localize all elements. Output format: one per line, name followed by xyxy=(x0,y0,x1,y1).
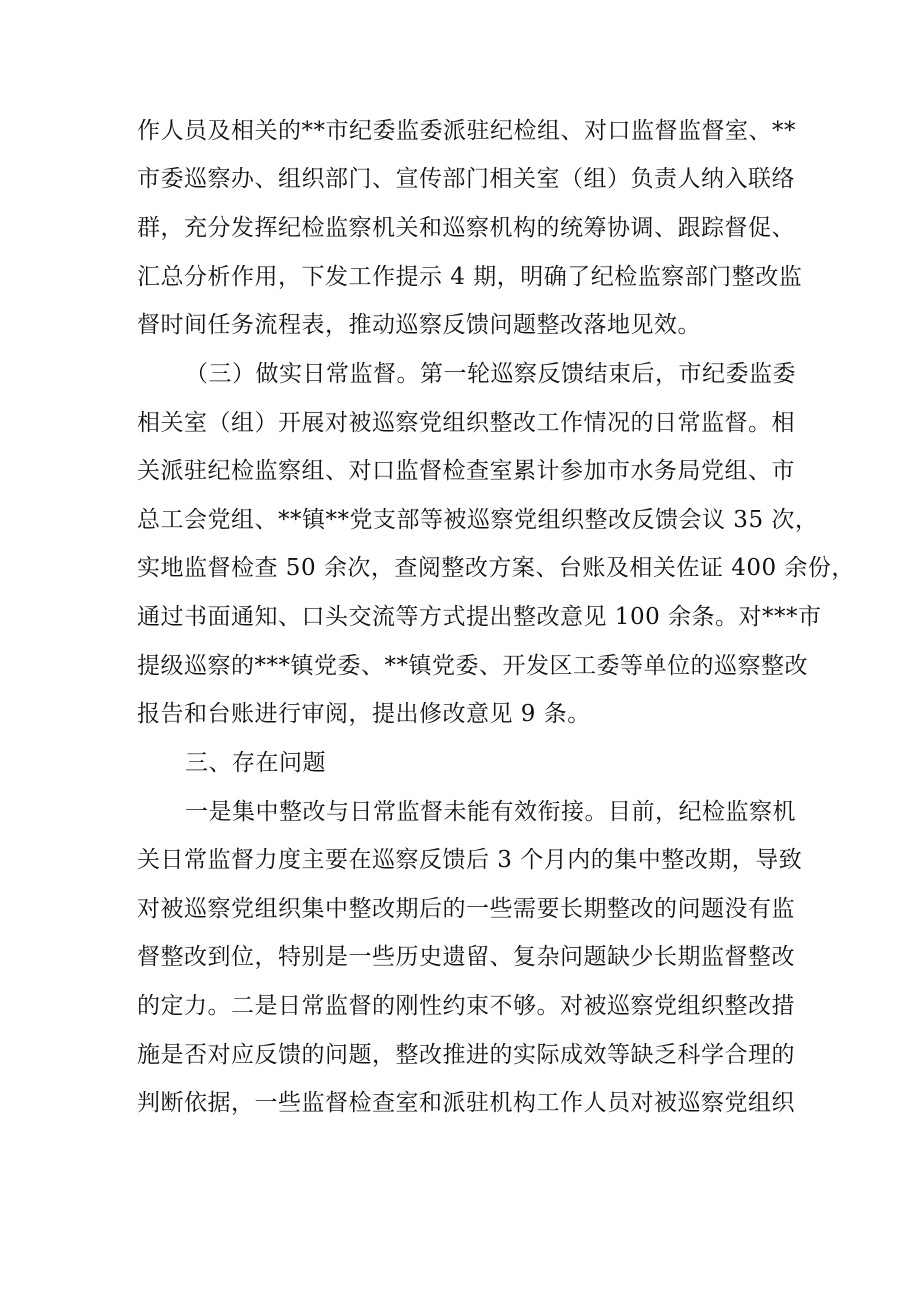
text-line: 提级巡察的***镇党委、**镇党委、开发区工委等单位的巡察整改 xyxy=(137,653,808,679)
text-line: 督时间任务流程表，推动巡察反馈问题整改落地见效。 xyxy=(137,312,701,338)
text-line: 汇总分析作用，下发工作提示 4 期，明确了纪检监察部门整改监 xyxy=(137,264,803,290)
text-line: 关派驻纪检监察组、对口监督检查室累计参加市水务局党组、市 xyxy=(137,458,795,484)
text-line: 相关室（组）开展对被巡察党组织整改工作情况的日常监督。相 xyxy=(137,410,795,436)
text-line: 通过书面通知、口头交流等方式提出整改意见 100 余条。对***市 xyxy=(137,604,822,630)
text-line: 市委巡察办、组织部门、宣传部门相关室（组）负责人纳入联络 xyxy=(137,166,795,192)
text-line: 关日常监督力度主要在巡察反馈后 3 个月内的集中整改期，导致 xyxy=(137,847,803,873)
paragraph-heading-line: （三）做实日常监督。第一轮巡察反馈结束后，市纪委监委 xyxy=(185,361,796,387)
text-line: 群，充分发挥纪检监察机关和巡察机构的统筹协调、跟踪督促、 xyxy=(137,215,795,241)
text-line: 总工会党组、**镇**党支部等被巡察党组织整改反馈会议 35 次， xyxy=(137,507,819,533)
text-line: 对被巡察党组织集中整改期后的一些需要长期整改的问题没有监 xyxy=(137,896,795,922)
text-line: 报告和台账进行审阅，提出修改意见 9 条。 xyxy=(137,701,591,727)
text-line: 施是否对应反馈的问题，整改推进的实际成效等缺乏科学合理的 xyxy=(137,1042,795,1068)
text-line: 一是集中整改与日常监督未能有效衔接。目前，纪检监察机 xyxy=(185,799,796,825)
text-line: 的定力。二是日常监督的刚性约束不够。对被巡察党组织整改措 xyxy=(137,993,795,1019)
text-line: 作人员及相关的**市纪委监委派驻纪检组、对口监督监督室、** xyxy=(137,118,796,144)
text-line: 判断依据，一些监督检查室和派驻机构工作人员对被巡察党组织 xyxy=(137,1090,795,1116)
text-line: 实地监督检查 50 余次，查阅整改方案、台账及相关佐证 400 余份， xyxy=(137,555,855,581)
section-heading: 三、存在问题 xyxy=(185,750,326,776)
text-line: 督整改到位，特别是一些历史遗留、复杂问题缺少长期监督整改 xyxy=(137,944,795,970)
